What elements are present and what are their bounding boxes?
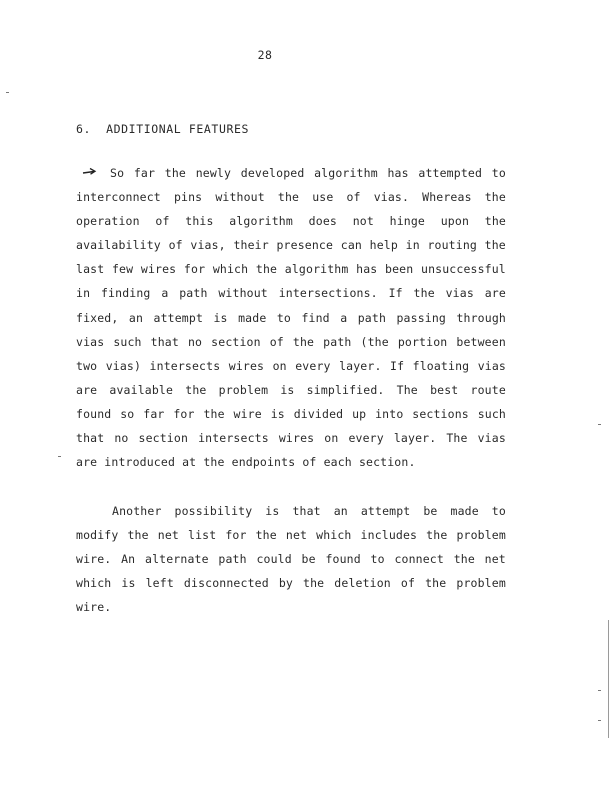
paragraph-1 — [76, 166, 506, 479]
scan-edge-line — [608, 620, 609, 738]
text-line: fixed, an attempt is made to find a path passing through — [76, 310, 506, 325]
text-line: last few wires for which the algorithm has been unsuccessful — [76, 262, 506, 277]
text-line: wire. An alternate path could be found to connect the net — [76, 552, 506, 567]
text-line: wire. — [76, 600, 112, 615]
text-line: which is left disconnected by the deletion of the problem — [76, 576, 506, 591]
text-line: are introduced at the endpoints of each section. — [76, 455, 416, 470]
text-line: that no section intersects wires on every layer. The vias — [76, 431, 506, 446]
scan-speck — [598, 690, 601, 691]
text-line: Another possibility is that an attempt be made to — [112, 504, 506, 518]
text-line: in finding a path without intersections. If the vias are — [76, 286, 506, 301]
scan-speck — [6, 92, 9, 93]
paragraph-2 — [76, 504, 506, 624]
text-line: So far the newly developed algorithm has attempted to — [110, 166, 506, 180]
section-heading: 6. ADDITIONAL FEATURES — [76, 122, 250, 136]
page-number: 28 — [257, 48, 273, 62]
text-line: operation of this algorithm does not hinge upon the — [76, 214, 506, 229]
text-line: found so far for the wire is divided up into sections such — [76, 406, 506, 421]
text-line: are available the problem is simplified. The best route — [76, 382, 506, 397]
scan-speck — [598, 720, 601, 721]
text-line: availability of vias, their presence can help in routing the — [76, 238, 506, 253]
scan-speck — [58, 456, 61, 457]
text-line: interconnect pins without the use of vias. Whereas the — [76, 190, 506, 205]
scan-speck — [598, 424, 601, 425]
text-line: modify the net list for the net which includes the problem — [76, 528, 506, 543]
text-line: vias such that no section of the path (the portion between — [76, 334, 506, 349]
text-line: two vias) intersects wires on every layer. If floating vias — [76, 358, 506, 373]
